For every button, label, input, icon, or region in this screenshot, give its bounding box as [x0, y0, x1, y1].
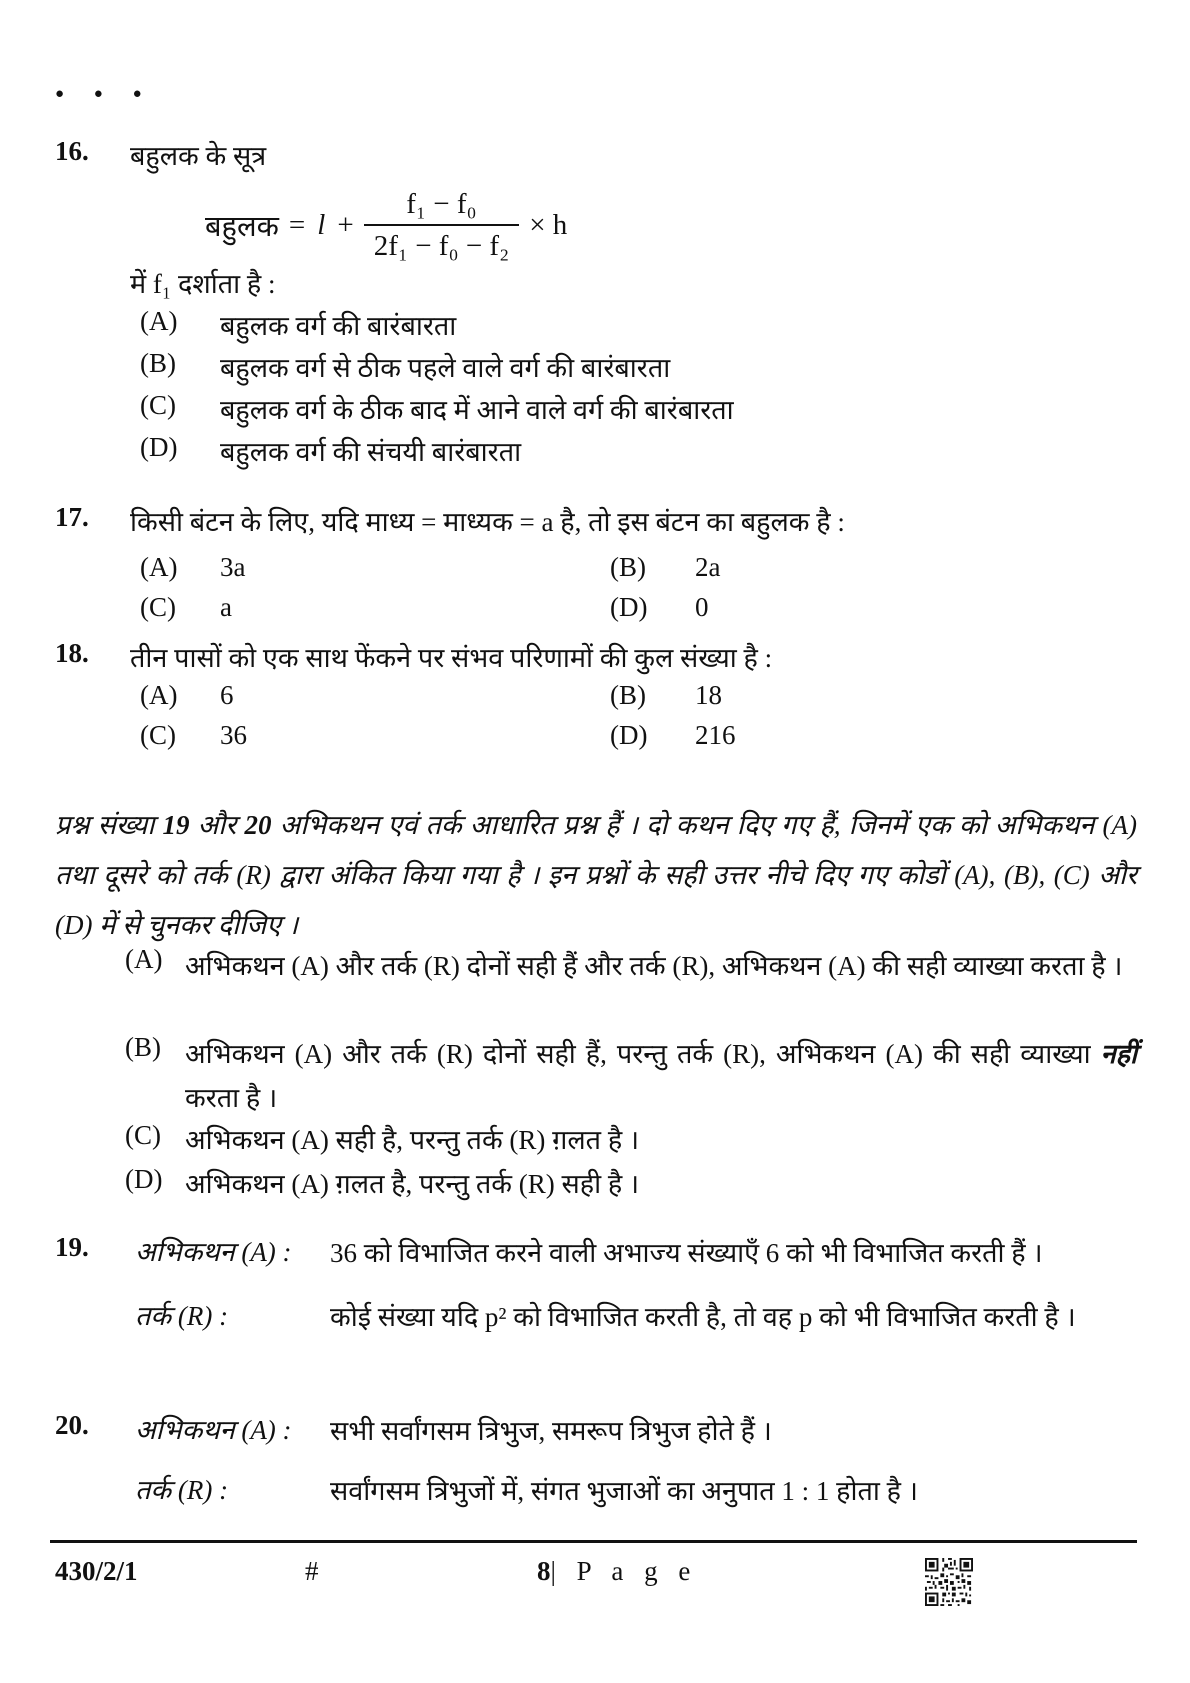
- q16-option-a-label: (A): [140, 306, 178, 336]
- footer-page-indicator: [537, 1556, 697, 1587]
- intro-seg1: प्रश्न संख्या: [55, 810, 163, 840]
- ar-code-b-post: करता है ।: [185, 1083, 278, 1113]
- assertion-reason-instructions: [55, 800, 1137, 950]
- q17-option-d-text: 0: [695, 592, 709, 622]
- formula-lhs: बहुलक: [205, 210, 279, 243]
- ar-code-d-text: अभिकथन (A) ग़लत है, परन्तु तर्क (R) सही है ।: [185, 1169, 640, 1199]
- q16-option-b-label: (B): [140, 348, 176, 378]
- q19-assertion-text: 36 को विभाजित करने वाली अभाज्य संख्याएँ 6 को भी विभाजित करती हैं ।: [330, 1238, 1043, 1268]
- q17-option-b-label: (B): [610, 552, 646, 582]
- q16-option-c-label: (C): [140, 390, 176, 420]
- fraction-denominator: 2f₁ − f₀ − f₂: [364, 224, 520, 264]
- q17-option-c-label: (C): [140, 592, 176, 622]
- mode-formula: [205, 186, 577, 265]
- intro-question-number-20: 20: [244, 810, 272, 840]
- q18-option-a-text: 6: [220, 680, 234, 710]
- formula-plus: +: [337, 208, 354, 241]
- q16-option-a-text: बहुलक वर्ग की बारंबारता: [220, 311, 457, 341]
- q16-option-d-label: (D): [140, 432, 178, 462]
- formula-times-h: × h: [529, 208, 568, 241]
- q16-option-c-text: बहुलक वर्ग के ठीक बाद में आने वाले वर्ग की बारंबारता: [220, 395, 734, 425]
- q18-option-c-text: 36: [220, 720, 247, 750]
- question-18-text: तीन पासों को एक साथ फेंकने पर संभव परिणामों की कुल संख्या है :: [130, 643, 773, 673]
- q19-reason-text: कोई संख्या यदि p² को विभाजित करती है, तो वह p को भी विभाजित करती है ।: [330, 1302, 1076, 1332]
- q18-option-a-label: (A): [140, 680, 178, 710]
- q17-option-d-label: (D): [610, 592, 648, 622]
- formula-var-l: l: [317, 208, 326, 241]
- footer-page-word: | P a g e: [550, 1556, 698, 1586]
- ar-code-b-label: (B): [125, 1032, 161, 1062]
- formula-fraction: [364, 186, 520, 265]
- ar-code-b-pre: अभिकथन (A) और तर्क (R) दोनों सही हैं, परन्तु तर्क (R), अभिकथन (A) की सही व्याख्या: [185, 1039, 1101, 1069]
- q17-option-a-label: (A): [140, 552, 178, 582]
- ar-code-a-label: (A): [125, 944, 163, 974]
- q20-reason-text: सर्वांगसम त्रिभुजों में, संगत भुजाओं का अनुपात 1 : 1 होता है ।: [330, 1476, 918, 1506]
- q20-reason-label: तर्क (R) :: [135, 1475, 229, 1505]
- q19-reason-label: तर्क (R) :: [135, 1301, 229, 1331]
- footer-paper-code: 430/2/1: [55, 1556, 138, 1586]
- question-20-number: 20.: [55, 1410, 89, 1440]
- q20-assertion-label: अभिकथन (A) :: [135, 1415, 292, 1445]
- intro-question-number-19: 19: [162, 810, 190, 840]
- question-16-subtext: में f₁ दर्शाता है :: [130, 269, 276, 299]
- continuation-dots-icon: ● ● ●: [55, 86, 155, 102]
- q18-option-c-label: (C): [140, 720, 176, 750]
- question-19-number: 19.: [55, 1232, 89, 1262]
- footer-page-number: 8: [537, 1556, 551, 1586]
- q20-assertion-text: सभी सर्वांगसम त्रिभुज, समरूप त्रिभुज होते हैं ।: [330, 1416, 772, 1446]
- q16-option-b-text: बहुलक वर्ग से ठीक पहले वाले वर्ग की बारंबारता: [220, 353, 671, 383]
- ar-code-d-label: (D): [125, 1164, 163, 1194]
- q17-option-c-text: a: [220, 592, 232, 622]
- footer-separator: #: [305, 1556, 319, 1586]
- question-17-text: किसी बंटन के लिए, यदि माध्य = माध्यक = a है, तो इस बंटन का बहुलक है :: [130, 507, 845, 537]
- question-16-number: 16.: [55, 136, 89, 166]
- intro-seg2: और: [189, 810, 245, 840]
- ar-code-c-text: अभिकथन (A) सही है, परन्तु तर्क (R) ग़लत है ।: [185, 1125, 640, 1155]
- intro-seg3: अभिकथन एवं तर्क आधारित प्रश्न हैं । दो कथन दिए गए हैं, जिनमें एक को अभिकथन (A) तथा दूसरे को तर्क (R) द्वारा अंकित किया गया है । इन प्रश्नों के सही उत्तर नीचे दिए गए कोडों (A), (B), (C) और (D) में से चुनकर दीजिए ।: [55, 810, 1137, 940]
- q18-option-d-label: (D): [610, 720, 648, 750]
- fraction-numerator: f₁ − f₀: [406, 188, 477, 220]
- question-18-number: 18.: [55, 638, 89, 668]
- formula-equals: =: [288, 208, 306, 241]
- question-17-number: 17.: [55, 502, 89, 532]
- question-16-text: बहुलक के सूत्र: [130, 141, 267, 171]
- ar-code-a-text: अभिकथन (A) और तर्क (R) दोनों सही हैं और तर्क (R), अभिकथन (A) की सही व्याख्या करता है ।: [185, 951, 1123, 981]
- qr-code-icon: [925, 1558, 973, 1606]
- ar-code-b-emphasis: नहीं: [1100, 1039, 1137, 1069]
- q17-option-a-text: 3a: [220, 552, 246, 582]
- ar-code-c-label: (C): [125, 1120, 161, 1150]
- q17-option-b-text: 2a: [695, 552, 721, 582]
- q18-option-b-label: (B): [610, 680, 646, 710]
- q19-assertion-label: अभिकथन (A) :: [135, 1237, 292, 1267]
- q18-option-d-text: 216: [695, 720, 736, 750]
- footer-rule: [50, 1540, 1137, 1543]
- q18-option-b-text: 18: [695, 680, 722, 710]
- ar-code-b-text: [185, 1032, 1137, 1120]
- q16-option-d-text: बहुलक वर्ग की संचयी बारंबारता: [220, 437, 522, 467]
